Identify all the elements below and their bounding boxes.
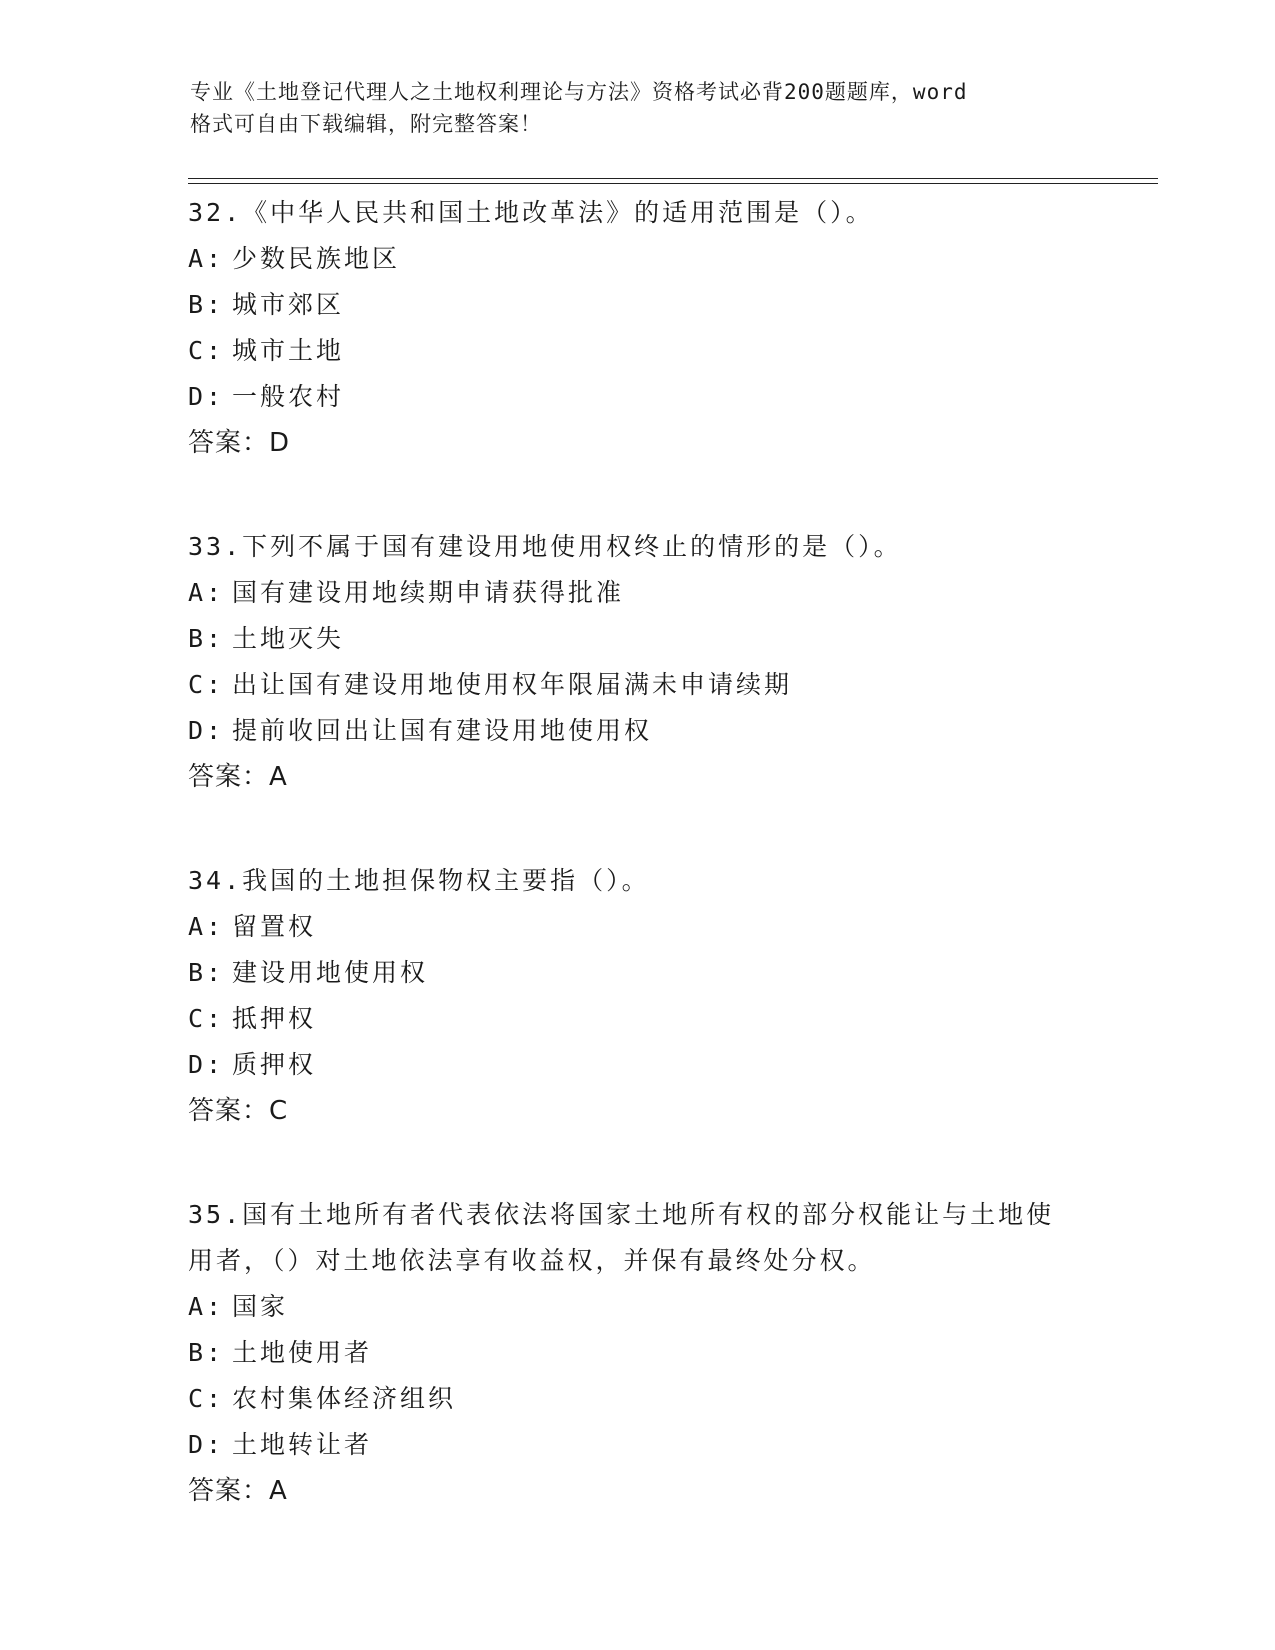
question-stem: 33.下列不属于国有建设用地使用权终止的情形的是（）。 bbox=[188, 532, 902, 561]
question-list bbox=[188, 190, 1088, 1572]
option-text: 出让国有建设用地使用权年限届满未申请续期 bbox=[232, 670, 793, 699]
header-line-2: 格式可自由下载编辑，附完整答案！ bbox=[190, 112, 542, 136]
option-letter: D: bbox=[188, 1430, 225, 1459]
option-b bbox=[188, 616, 1088, 662]
question-35 bbox=[188, 1192, 1088, 1514]
header-line-1: 专业《土地登记代理人之土地权利理论与方法》资格考试必背200题题库，word bbox=[190, 80, 968, 104]
option-text: 一般农村 bbox=[232, 382, 345, 411]
question-stem-line-1: 35.国有土地所有者代表依法将国家土地所有权的部分权能让与土地使 bbox=[188, 1200, 1055, 1229]
option-b bbox=[188, 282, 1088, 328]
option-letter: A: bbox=[188, 578, 225, 607]
option-text: 国有建设用地续期申请获得批准 bbox=[232, 578, 625, 607]
option-a bbox=[188, 236, 1088, 282]
option-letter: B: bbox=[188, 1338, 225, 1367]
answer-line: 答案：C bbox=[188, 1096, 289, 1126]
question-stem: 34.我国的土地担保物权主要指（）。 bbox=[188, 866, 650, 895]
option-text: 农村集体经济组织 bbox=[232, 1384, 457, 1413]
option-letter: C: bbox=[188, 336, 225, 365]
option-d bbox=[188, 374, 1088, 420]
option-text: 城市郊区 bbox=[232, 290, 345, 319]
option-letter: B: bbox=[188, 290, 225, 319]
option-a bbox=[188, 904, 1088, 950]
option-d bbox=[188, 1422, 1088, 1468]
header-divider-top bbox=[188, 178, 1158, 179]
option-c bbox=[188, 662, 1088, 708]
option-letter: D: bbox=[188, 716, 225, 745]
option-b bbox=[188, 950, 1088, 996]
option-letter: D: bbox=[188, 382, 225, 411]
option-a bbox=[188, 1284, 1088, 1330]
question-stem-line-2: 用者，（）对土地依法享有收益权，并保有最终处分权。 bbox=[188, 1246, 876, 1275]
option-c bbox=[188, 328, 1088, 374]
option-text: 建设用地使用权 bbox=[232, 958, 429, 987]
option-b bbox=[188, 1330, 1088, 1376]
option-a bbox=[188, 570, 1088, 616]
option-text: 国家 bbox=[232, 1292, 289, 1321]
option-letter: C: bbox=[188, 1384, 225, 1413]
option-letter: D: bbox=[188, 1050, 225, 1079]
option-c bbox=[188, 996, 1088, 1042]
option-text: 抵押权 bbox=[232, 1004, 317, 1033]
answer-line: 答案：A bbox=[188, 1476, 288, 1506]
option-letter: A: bbox=[188, 1292, 225, 1321]
option-d bbox=[188, 708, 1088, 754]
option-d bbox=[188, 1042, 1088, 1088]
question-32 bbox=[188, 190, 1088, 466]
option-letter: C: bbox=[188, 1004, 225, 1033]
answer-line: 答案：A bbox=[188, 762, 288, 792]
option-text: 留置权 bbox=[232, 912, 317, 941]
option-text: 城市土地 bbox=[232, 336, 345, 365]
document-header bbox=[190, 76, 1090, 140]
answer-line: 答案：D bbox=[188, 428, 291, 458]
question-stem: 32.《中华人民共和国土地改革法》的适用范围是（）。 bbox=[188, 198, 874, 227]
option-letter: A: bbox=[188, 912, 225, 941]
option-letter: B: bbox=[188, 958, 225, 987]
option-text: 提前收回出让国有建设用地使用权 bbox=[232, 716, 653, 745]
option-letter: C: bbox=[188, 670, 225, 699]
question-34 bbox=[188, 858, 1088, 1134]
header-divider-bottom bbox=[188, 183, 1158, 184]
option-text: 土地使用者 bbox=[232, 1338, 373, 1367]
option-c bbox=[188, 1376, 1088, 1422]
option-text: 质押权 bbox=[232, 1050, 317, 1079]
option-text: 土地灭失 bbox=[232, 624, 345, 653]
option-letter: A: bbox=[188, 244, 225, 273]
option-letter: B: bbox=[188, 624, 225, 653]
option-text: 土地转让者 bbox=[232, 1430, 373, 1459]
question-33 bbox=[188, 524, 1088, 800]
option-text: 少数民族地区 bbox=[232, 244, 401, 273]
